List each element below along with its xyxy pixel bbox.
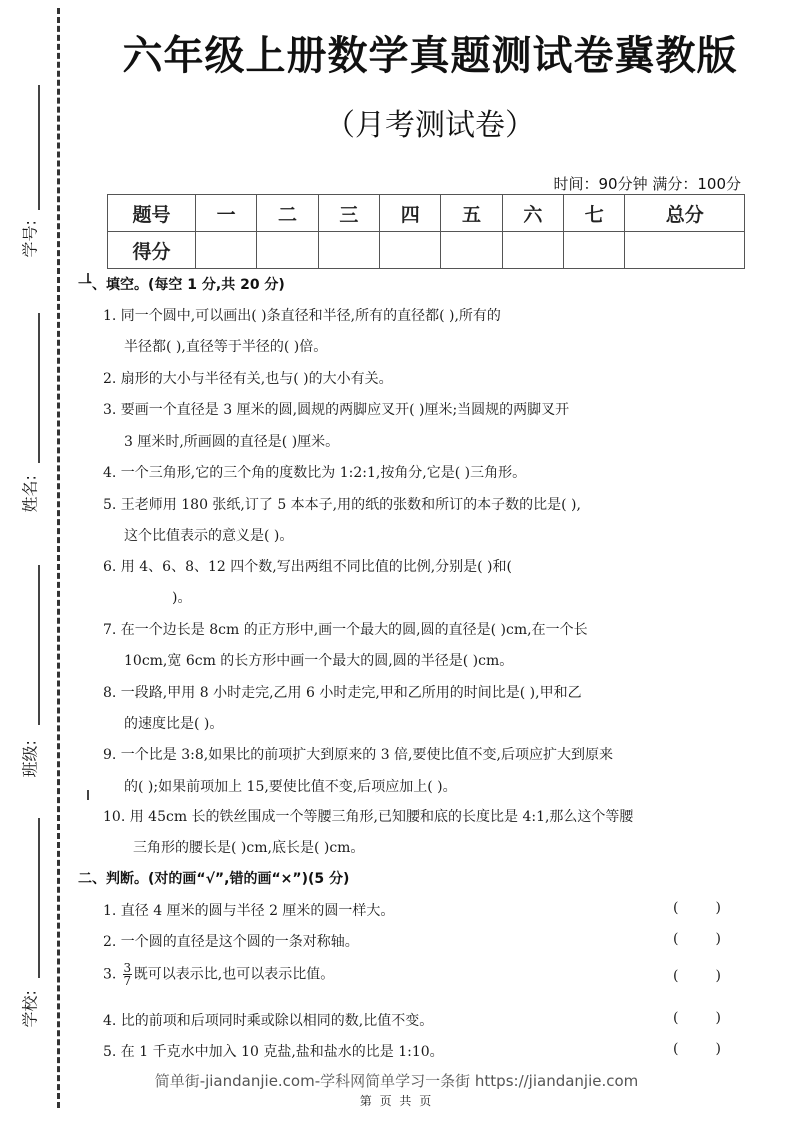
question-line: 三角形的腰长是( )cm,底长是( )cm。 [133, 840, 365, 856]
score-cell[interactable] [257, 232, 318, 269]
row-header: 题号 [108, 195, 196, 232]
column-header: 三 [318, 195, 379, 232]
column-header: 一 [196, 195, 257, 232]
school-label: 学校: [20, 990, 40, 1028]
answer-paren[interactable]: ( ) [673, 1010, 721, 1026]
student-id-label: 学号: [20, 220, 40, 258]
page-number: 第 页 共 页 [359, 1094, 434, 1108]
name-line [38, 313, 40, 463]
column-header: 总分 [625, 195, 745, 232]
question-line: 2. 扇形的大小与半径有关,也与( )的大小有关。 [103, 371, 393, 387]
answer-paren[interactable]: ( ) [673, 1041, 721, 1057]
table-row [108, 232, 745, 269]
section-heading-true-false: 二、判断。(对的画“√”,错的画“×”)(5 分) [78, 871, 350, 887]
question-line: 4. 一个三角形,它的三个角的度数比为 1:2:1,按角分,它是( )三角形。 [103, 465, 527, 481]
cut-line [57, 8, 60, 1108]
question-line: )。 [172, 590, 192, 606]
question-line: 7. 在一个边长是 8cm 的正方形中,画一个最大的圆,圆的直径是( )cm,在一个长 [103, 622, 588, 638]
answer-paren[interactable]: ( ) [673, 931, 721, 947]
row-header: 得分 [108, 232, 196, 269]
score-cell[interactable] [380, 232, 441, 269]
question-line: 3. 要画一个直径是 3 厘米的圆,圆规的两脚应叉开( )厘米;当圆规的两脚叉开 [103, 402, 570, 418]
column-header: 六 [502, 195, 563, 232]
score-cell[interactable] [196, 232, 257, 269]
question-line: 8. 一段路,甲用 8 小时走完,乙用 6 小时走完,甲和乙所用的时间比是( ),甲和乙 [103, 685, 582, 701]
question-line: 半径都( ),直径等于半径的( )倍。 [124, 339, 328, 355]
fraction: $\frac{3}{7}$ [123, 961, 132, 988]
question-line: 的速度比是( )。 [124, 716, 224, 732]
question-line: 10. 用 45cm 长的铁丝围成一个等腰三角形,已知腰和底的长度比是 4:1,那么这个等腰 [103, 809, 634, 825]
item-number: 3. [103, 966, 117, 983]
score-cell[interactable] [502, 232, 563, 269]
judge-item: 2. 一个圆的直径是这个圆的一条对称轴。 [103, 934, 359, 950]
judge-item: 5. 在 1 千克水中加入 10 克盐,盐和盐水的比是 1:10。 [103, 1044, 444, 1060]
class-label: 班级: [20, 740, 40, 778]
question-line: 5. 王老师用 180 张纸,订了 5 本本子,用的纸的张数和所订的本子数的比是( ), [103, 497, 581, 513]
answer-paren[interactable]: ( ) [673, 968, 721, 984]
name-label: 姓名: [20, 475, 40, 513]
answer-paren[interactable]: ( ) [673, 900, 721, 916]
student-id-line [38, 85, 40, 210]
question-line: 9. 一个比是 3:8,如果比的前项扩大到原来的 3 倍,要使比值不变,后项应扩大到原来 [103, 747, 613, 763]
page-subtitle: （月考测试卷） [325, 108, 535, 143]
column-header: 五 [441, 195, 502, 232]
judge-item: 4. 比的前项和后项同时乘或除以相同的数,比值不变。 [103, 1013, 434, 1029]
column-header: 四 [380, 195, 441, 232]
question-line: 1. 同一个圆中,可以画出( )条直径和半径,所有的直径都( ),所有的 [103, 308, 501, 324]
judge-item: 1. 直径 4 厘米的圆与半径 2 厘米的圆一样大。 [103, 903, 395, 919]
question-line: 3 厘米时,所画圆的直径是( )厘米。 [124, 434, 340, 450]
judge-item-3: 3. $\frac{3}{7}$ 既可以表示比,也可以表示比值。 [103, 961, 335, 988]
question-line: 6. 用 4、6、8、12 四个数,写出两组不同比值的比例,分别是( )和( [103, 559, 512, 575]
section-heading-fill-blank: 一、填空。(每空 1 分,共 20 分) [78, 277, 285, 293]
question-line: 的( );如果前项加上 15,要使比值不变,后项应加上( )。 [124, 779, 457, 795]
question-line: 这个比值表示的意义是( )。 [124, 528, 294, 544]
question-line: 10cm,宽 6cm 的长方形中画一个最大的圆,圆的半径是( )cm。 [124, 653, 514, 669]
score-table [107, 194, 745, 269]
binding-margin [0, 0, 70, 1122]
school-line [38, 818, 40, 978]
time-info: 时间：90分钟 满分：100分 [553, 175, 741, 193]
watermark: 简单街-jiandanjie.com-学科网简单学习一条街 https://jiandanjie.com [154, 1072, 639, 1090]
score-cell[interactable] [441, 232, 502, 269]
score-cell[interactable] [318, 232, 379, 269]
column-header: 七 [564, 195, 625, 232]
column-header: 二 [257, 195, 318, 232]
score-cell[interactable] [564, 232, 625, 269]
table-row [108, 195, 745, 232]
page-title: 六年级上册数学真题测试卷冀教版 [122, 33, 738, 79]
class-line [38, 565, 40, 725]
score-cell[interactable] [625, 232, 745, 269]
fold-tick [87, 790, 89, 800]
